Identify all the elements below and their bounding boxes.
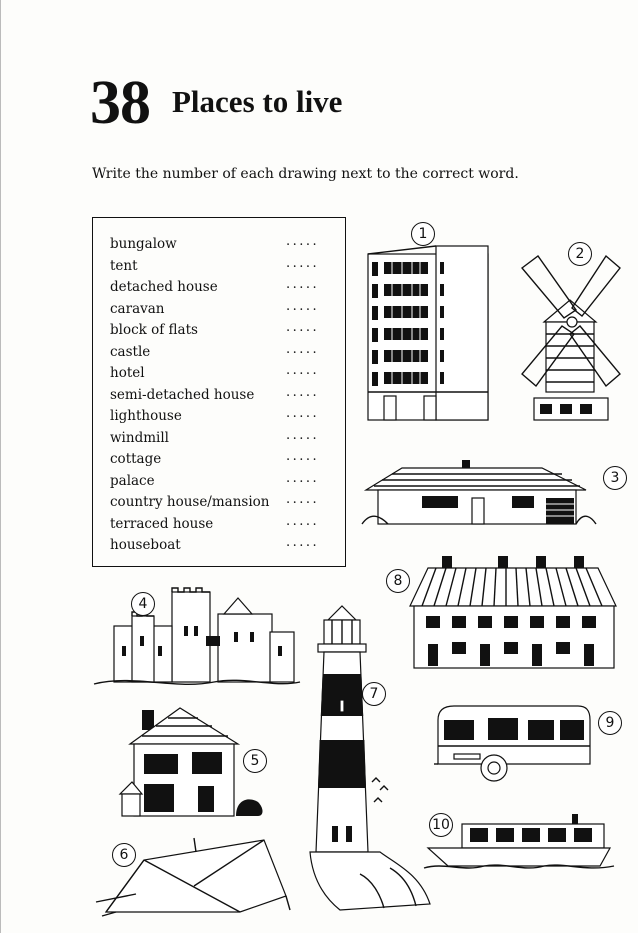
answer-blank[interactable]: ..... bbox=[286, 298, 320, 314]
word-label: block of flats bbox=[110, 322, 198, 338]
castle-drawing bbox=[94, 586, 300, 690]
instruction-text: Write the number of each drawing next to the correct word. bbox=[92, 166, 519, 182]
answer-blank[interactable]: ..... bbox=[286, 535, 320, 550]
word-row bbox=[110, 451, 338, 472]
drawing-number-6: 6 bbox=[112, 843, 136, 867]
answer-blank[interactable]: ..... bbox=[286, 277, 320, 292]
word-row bbox=[110, 494, 338, 515]
drawing-number-8: 8 bbox=[386, 569, 410, 593]
word-list-box bbox=[92, 217, 346, 567]
word-row bbox=[110, 513, 338, 537]
word-row bbox=[110, 365, 338, 386]
answer-blank[interactable]: ..... bbox=[286, 320, 320, 335]
drawing-number-1: 1 bbox=[411, 222, 435, 246]
answer-blank[interactable]: ..... bbox=[286, 406, 320, 421]
word-label: caravan bbox=[110, 300, 165, 317]
unit-number: 38 bbox=[90, 69, 150, 137]
word-label: castle bbox=[110, 343, 151, 360]
answer-blank[interactable]: ..... bbox=[286, 341, 320, 357]
drawing-number-10: 10 bbox=[429, 813, 453, 837]
word-label: lighthouse bbox=[110, 408, 182, 424]
answer-blank[interactable]: ..... bbox=[286, 449, 320, 464]
drawing-number-4: 4 bbox=[131, 592, 155, 616]
page-edge bbox=[0, 0, 1, 933]
word-label: hotel bbox=[110, 365, 145, 381]
word-row bbox=[110, 537, 338, 558]
word-label: windmill bbox=[110, 429, 169, 446]
word-row bbox=[110, 341, 338, 365]
answer-blank[interactable]: ..... bbox=[286, 513, 320, 529]
answer-blank[interactable]: ..... bbox=[286, 363, 320, 378]
drawing-number-7: 7 bbox=[362, 682, 386, 706]
word-row bbox=[110, 322, 338, 343]
page-title: Places to live bbox=[172, 84, 343, 119]
answer-blank[interactable]: ..... bbox=[286, 427, 320, 443]
answer-blank[interactable]: ..... bbox=[286, 384, 320, 400]
answer-blank[interactable]: ..... bbox=[286, 492, 320, 507]
word-row bbox=[110, 236, 338, 257]
answer-blank[interactable]: ..... bbox=[286, 470, 320, 486]
word-label: country house/mansion bbox=[110, 494, 270, 510]
answer-blank[interactable]: ..... bbox=[286, 234, 320, 249]
drawing-number-3: 3 bbox=[603, 466, 627, 490]
word-label: palace bbox=[110, 472, 155, 489]
answer-blank[interactable]: ..... bbox=[286, 255, 320, 271]
windmill-drawing bbox=[516, 250, 628, 424]
drawing-number-2: 2 bbox=[568, 242, 592, 266]
block-of-flats-drawing bbox=[364, 244, 492, 424]
word-row bbox=[110, 470, 338, 494]
word-row bbox=[110, 255, 338, 279]
word-row bbox=[110, 384, 338, 408]
word-label: terraced house bbox=[110, 515, 214, 532]
word-label: detached house bbox=[110, 279, 218, 295]
drawing-number-9: 9 bbox=[598, 711, 622, 735]
word-row bbox=[110, 427, 338, 451]
bungalow-drawing bbox=[362, 460, 596, 530]
lighthouse-drawing bbox=[300, 604, 436, 914]
caravan-drawing bbox=[434, 702, 594, 784]
word-label: tent bbox=[110, 257, 138, 274]
drawing-number-5: 5 bbox=[243, 749, 267, 773]
word-label: cottage bbox=[110, 451, 162, 467]
word-label: bungalow bbox=[110, 236, 177, 252]
word-row bbox=[110, 298, 338, 322]
word-label: semi-detached house bbox=[110, 386, 255, 403]
word-label: houseboat bbox=[110, 537, 181, 553]
word-row bbox=[110, 408, 338, 429]
word-row bbox=[110, 279, 338, 300]
terraced-houses-drawing bbox=[406, 552, 626, 672]
